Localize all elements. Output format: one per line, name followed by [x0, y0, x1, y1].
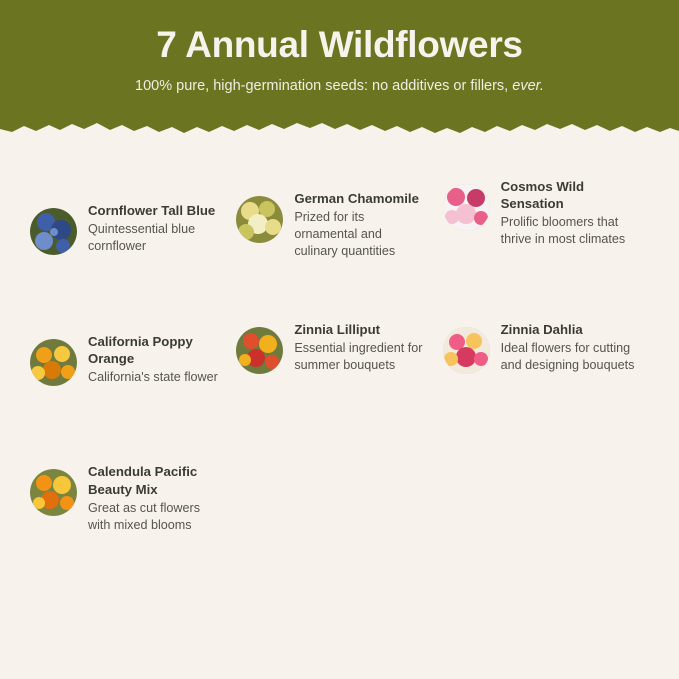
list-item [30, 461, 236, 533]
item-text [501, 319, 635, 374]
california-poppy-orange-thumbnail [30, 339, 77, 386]
items-grid [0, 140, 679, 534]
items-row-2 [30, 322, 649, 386]
item-description: Prolific bloomers that thrive in most climates [500, 215, 626, 247]
item-text [88, 331, 222, 386]
item-name: German Chamomile [294, 191, 419, 206]
item-description: Quintessential blue cornflower [88, 222, 196, 254]
item-description: Great as cut flowers with mixed blooms [88, 500, 200, 532]
item-text [501, 176, 635, 248]
page-subtitle-main: 100% pure, high-germination seeds: no additives or fillers, [135, 78, 509, 95]
items-row-1 [30, 179, 649, 260]
spacer-cell [236, 461, 442, 533]
item-description: California's state flower [88, 370, 218, 385]
list-item [443, 176, 649, 260]
item-name: Calendula Pacific Beauty Mix [88, 464, 198, 497]
zinnia-lilliput-thumbnail [236, 327, 283, 374]
item-text [88, 461, 222, 533]
cosmos-wild-sensation-thumbnail [443, 184, 490, 231]
page-subtitle [0, 77, 679, 96]
page-subtitle-emphasis: ever. [512, 78, 544, 95]
item-name: Cornflower Tall Blue [88, 203, 216, 218]
header-banner [0, 0, 679, 140]
cornflower-tall-blue-thumbnail [30, 208, 77, 255]
zinnia-dahlia-thumbnail [443, 327, 490, 374]
page-title: 7 Annual Wildflowers [156, 24, 523, 65]
spacer-cell [443, 461, 649, 533]
item-name: Cosmos Wild Sensation [500, 179, 585, 212]
list-item [30, 331, 236, 386]
list-item [236, 319, 442, 386]
item-name: Zinnia Lilliput [294, 322, 381, 338]
item-text [88, 200, 222, 255]
item-description: Essential ingredient for summer bouquets [294, 341, 423, 373]
item-name: Zinnia Dahlia [500, 322, 583, 338]
items-row-3 [30, 461, 649, 533]
item-description: Prized for its ornamental and culinary quantities [294, 210, 396, 259]
item-text [294, 319, 428, 374]
list-item [443, 319, 649, 386]
german-chamomile-thumbnail [236, 196, 283, 243]
list-item [236, 188, 442, 260]
item-description: Ideal flowers for cutting and designing bouquets [500, 341, 635, 373]
list-item [30, 200, 236, 260]
item-text [294, 188, 428, 260]
item-name: California Poppy Orange [88, 334, 193, 367]
calendula-pacific-beauty-mix-thumbnail [30, 469, 77, 516]
torn-paper-edge-icon [0, 115, 679, 140]
